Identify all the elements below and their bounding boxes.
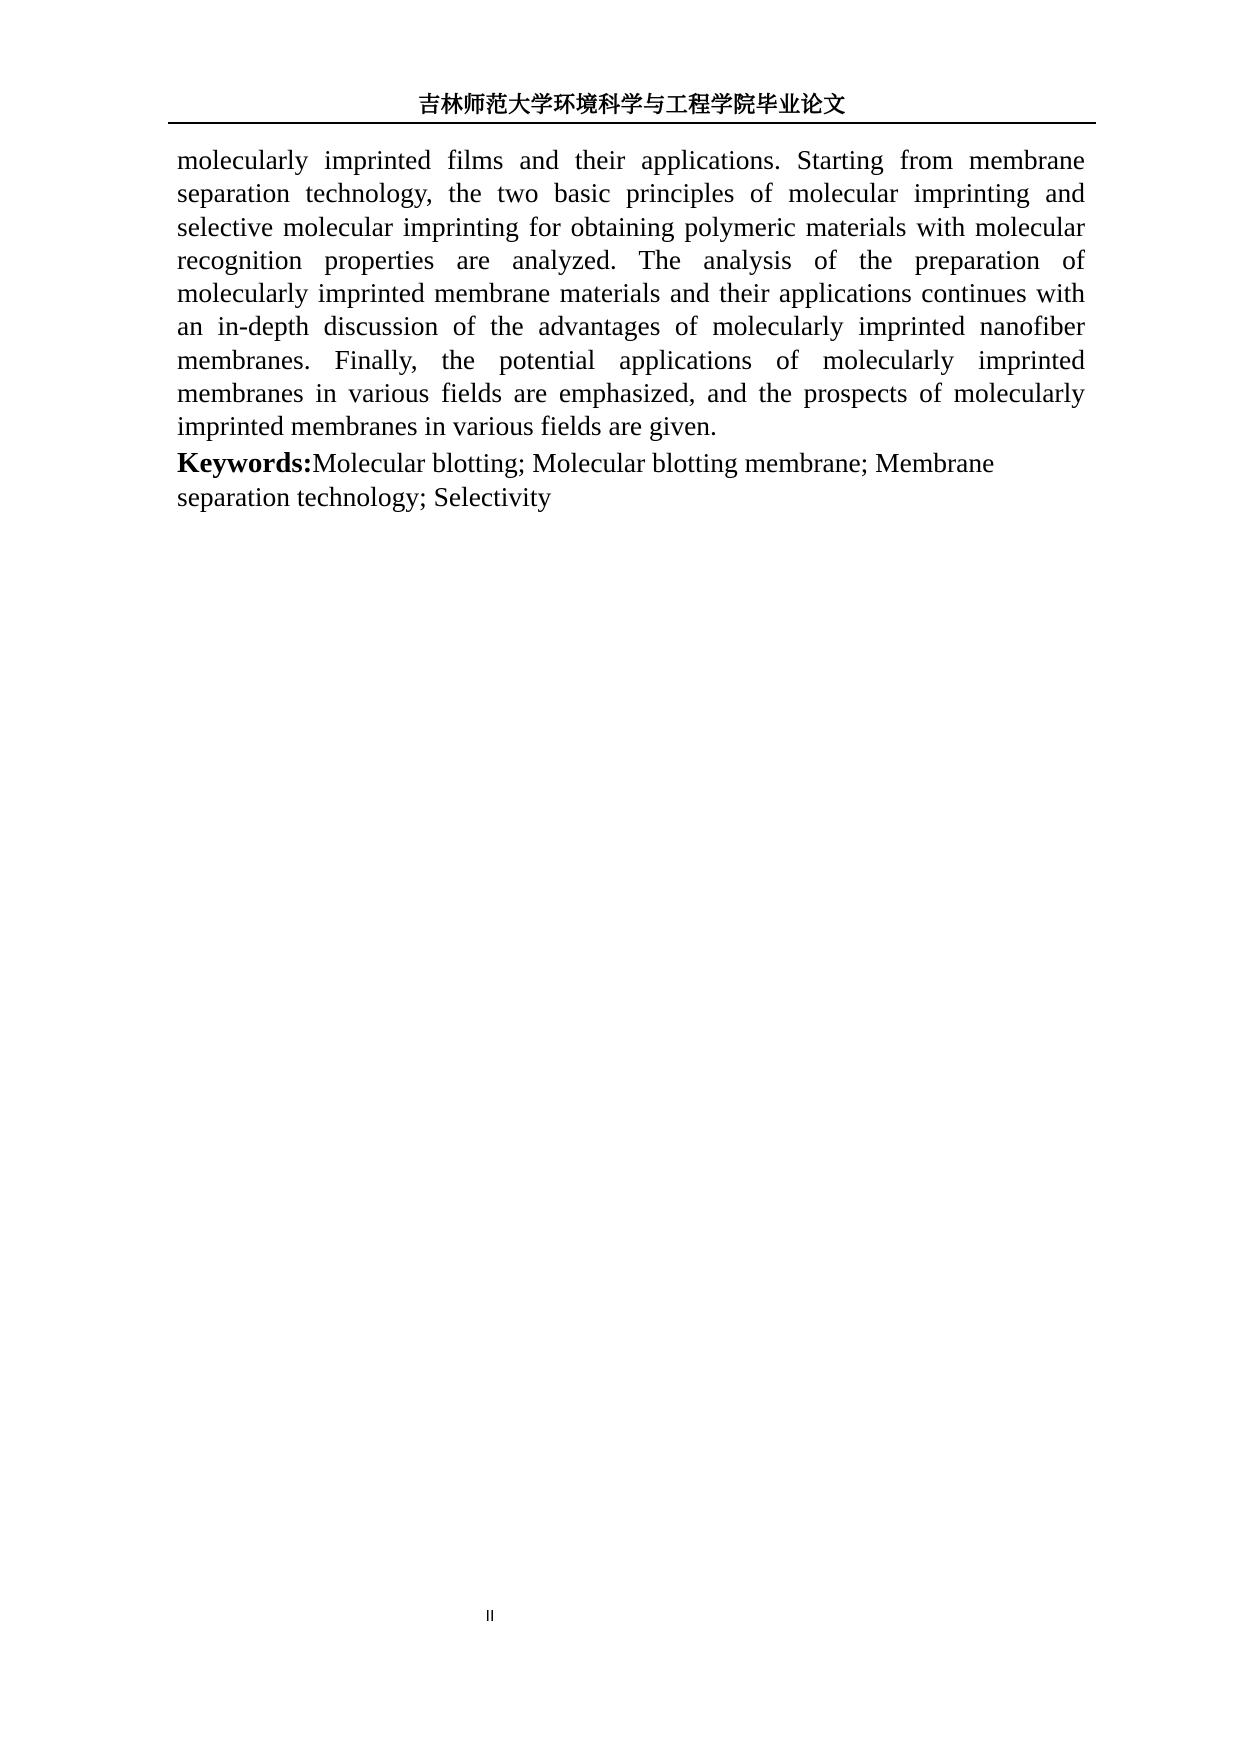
page-header-title: 吉林师范大学环境科学与工程学院毕业论文	[418, 92, 846, 118]
keywords-line	[177, 446, 1077, 514]
keywords-text: Molecular blotting; Molecular blotting membrane; Membrane separation technology; Selectivity	[177, 447, 995, 513]
page-number: II	[485, 1608, 495, 1625]
header-divider	[168, 122, 1096, 124]
keywords-label: Keywords:	[177, 447, 313, 479]
abstract-paragraph: molecularly imprinted films and their applications. Starting from membrane separation technology, the two basic principles of molecular imprinting and selective molecular imprinting for obtaining polymeric materials with molecular recognition properties are analyzed. The analysis of the preparation of molecularly imprinted membrane materials and their applications continues with an in-depth discussion of the advantages of molecularly imprinted nanofiber membranes. Finally, the potential applications of molecularly imprinted membranes in various fields are emphasized, and the prospects of molecularly imprinted membranes in various fields are given.	[177, 144, 1085, 442]
